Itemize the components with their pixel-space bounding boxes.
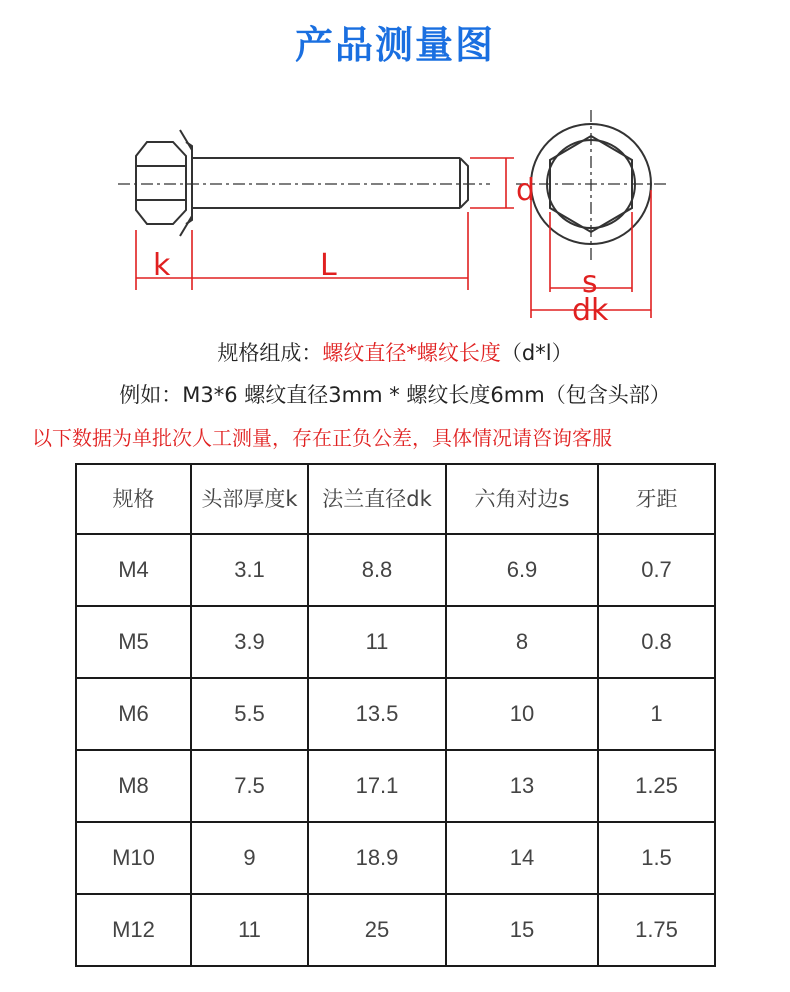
cell-spec: M10 [76,822,191,894]
page-title: 产品测量图 [294,23,495,67]
cell-pitch: 1.5 [598,822,715,894]
cell-pitch: 1 [598,678,715,750]
cell-dk: 25 [308,894,446,966]
cell-spec: M5 [76,606,191,678]
table-row [76,750,715,822]
spec-suffix: （d*l） [500,341,573,365]
header-flange-diameter: 法兰直径dk [308,464,446,534]
label-k: k [153,248,171,283]
cell-k: 3.1 [191,534,308,606]
spec-table [75,463,716,967]
label-s: s [582,265,598,300]
header-head-thickness: 头部厚度k [191,464,308,534]
bolt-shaft-side [192,158,468,208]
table-row [76,822,715,894]
label-d: d [516,173,536,208]
label-L: L [320,248,337,283]
cell-s: 14 [446,822,598,894]
notice-line: 以下数据为单批次人工测量，存在正负公差，具体情况请咨询客服 [32,426,612,450]
cell-s: 8 [446,606,598,678]
cell-k: 3.9 [191,606,308,678]
cell-dk: 8.8 [308,534,446,606]
header-spec: 规格 [76,464,191,534]
header-hex-across-flats: 六角对边s [446,464,598,534]
cell-spec: M12 [76,894,191,966]
spec-highlight: 螺纹直径*螺纹长度 [322,341,501,365]
cell-s: 15 [446,894,598,966]
cell-dk: 11 [308,606,446,678]
cell-s: 10 [446,678,598,750]
cell-spec: M8 [76,750,191,822]
cell-spec: M6 [76,678,191,750]
table-row [76,534,715,606]
cell-k: 11 [191,894,308,966]
cell-s: 6.9 [446,534,598,606]
cell-k: 7.5 [191,750,308,822]
cell-k: 9 [191,822,308,894]
spec-format-line [0,337,790,367]
table-row [76,606,715,678]
cell-k: 5.5 [191,678,308,750]
cell-dk: 18.9 [308,822,446,894]
cell-dk: 13.5 [308,678,446,750]
bolt-dimension-diagram [0,100,790,335]
cell-pitch: 1.75 [598,894,715,966]
bolt-head-side [136,142,186,224]
cell-pitch: 0.7 [598,534,715,606]
spec-prefix: 规格组成： [217,341,323,365]
cell-pitch: 1.25 [598,750,715,822]
cell-pitch: 0.8 [598,606,715,678]
cell-dk: 17.1 [308,750,446,822]
table-row [76,678,715,750]
cell-spec: M4 [76,534,191,606]
table-header-row [76,464,715,534]
example-line: 例如：M3*6 螺纹直径3mm * 螺纹长度6mm（包含头部） [119,383,671,407]
cell-s: 13 [446,750,598,822]
table-row [76,894,715,966]
label-dk: dk [572,293,609,328]
header-thread-pitch: 牙距 [598,464,715,534]
